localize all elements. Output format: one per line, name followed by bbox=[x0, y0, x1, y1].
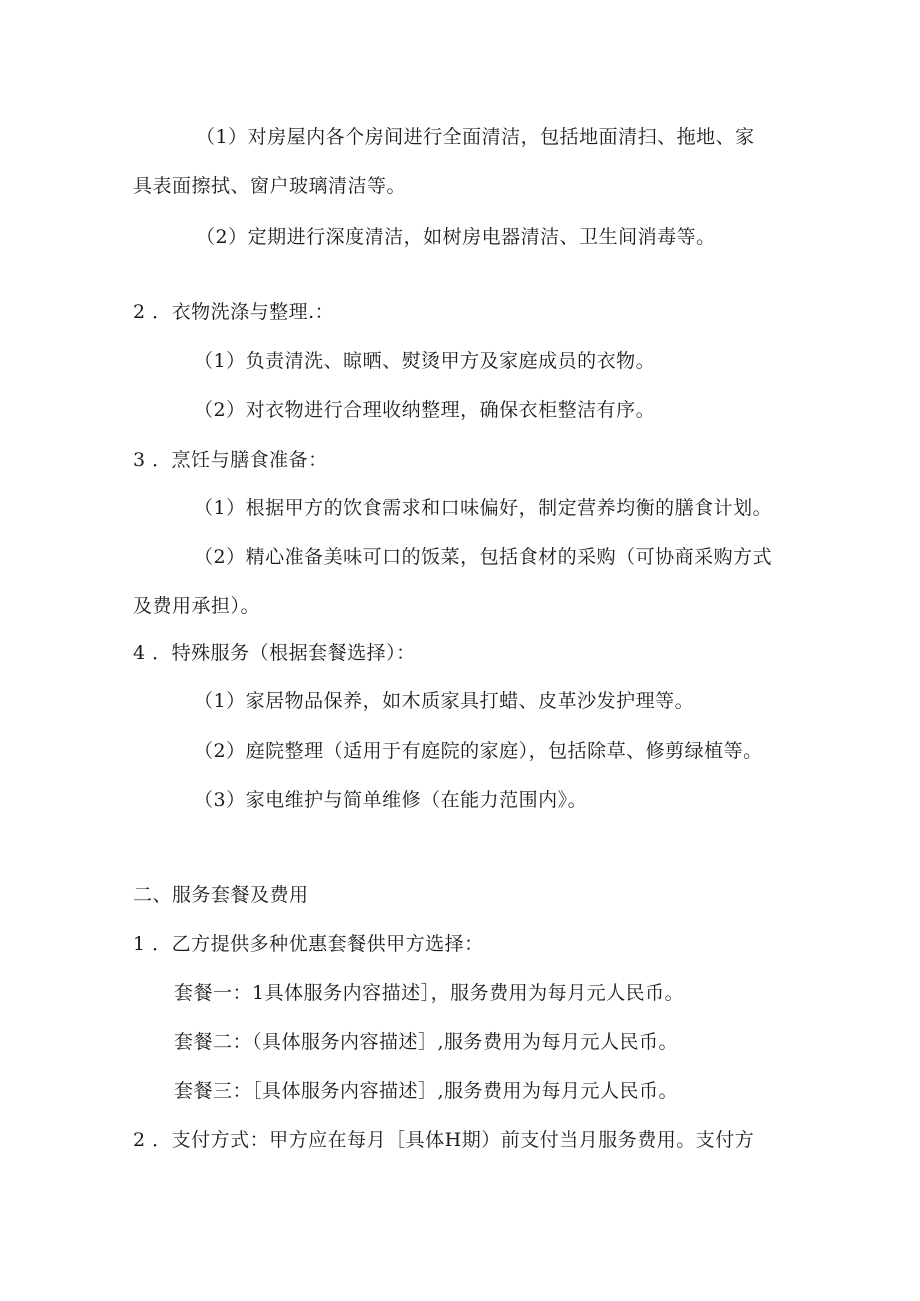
clause-3-2-line-2: 及费用承担）。 bbox=[133, 595, 261, 617]
clause-1-2: （2）定期进行深度清洁，如树房电器清洁、卫生间消毒等。 bbox=[196, 226, 716, 248]
section-4-heading: 4 ．特殊服务（根据套餐选择）： bbox=[133, 642, 416, 664]
clause-4-1: （1）家居物品保养，如木质家具打蜡、皮革沙发护理等。 bbox=[194, 690, 695, 712]
package-1: 套餐一：1具体服务内容描述］，服务费用为每月元人民币。 bbox=[174, 982, 685, 1004]
package-3: 套餐三：［具体服务内容描述］,服务费用为每月元人民币。 bbox=[174, 1080, 679, 1102]
item-1-heading: 1 ．乙方提供多种优惠套餐供甲方选择： bbox=[133, 933, 484, 955]
clause-2-1: （1）负责清洗、晾晒、熨烫甲方及家庭成员的衣物。 bbox=[194, 350, 656, 372]
clause-4-2: （2）庭院整理（适用于有庭院的家庭），包括除草、修剪绿植等。 bbox=[194, 740, 763, 762]
clause-3-1: （1）根据甲方的饮食需求和口味偏好，制定营养均衡的膳食计划。 bbox=[194, 497, 773, 519]
clause-4-3: （3）家电维护与简单维修（在能力范围内》。 bbox=[194, 789, 588, 811]
package-2: 套餐二：（具体服务内容描述］,服务费用为每月元人民币。 bbox=[174, 1031, 679, 1053]
item-2-payment: 2 ．支付方式：甲方应在每月［具体H期）前支付当月服务费用。支付方 bbox=[133, 1129, 755, 1151]
clause-1-1-line-2: 具表面擦拭、窗户玻璃清洁等。 bbox=[133, 175, 407, 197]
section-3-heading: 3 ．烹饪与膳食准备： bbox=[133, 449, 328, 471]
clause-2-2: （2）对衣物进行合理收纳整理，确保衣柜整洁有序。 bbox=[194, 399, 656, 421]
clause-1-1-line-1: （1）对房屋内各个房间进行全面清洁，包括地面清扫、拖地、家 bbox=[196, 126, 755, 148]
section-2-heading: 2 ．衣物洗涤与整理.： bbox=[133, 301, 335, 323]
chapter-2-heading: 二、服务套餐及费用 bbox=[133, 884, 309, 906]
clause-3-2-line-1: （2）精心准备美味可口的饭菜，包括食材的采购（可协商采购方式 bbox=[194, 546, 773, 568]
